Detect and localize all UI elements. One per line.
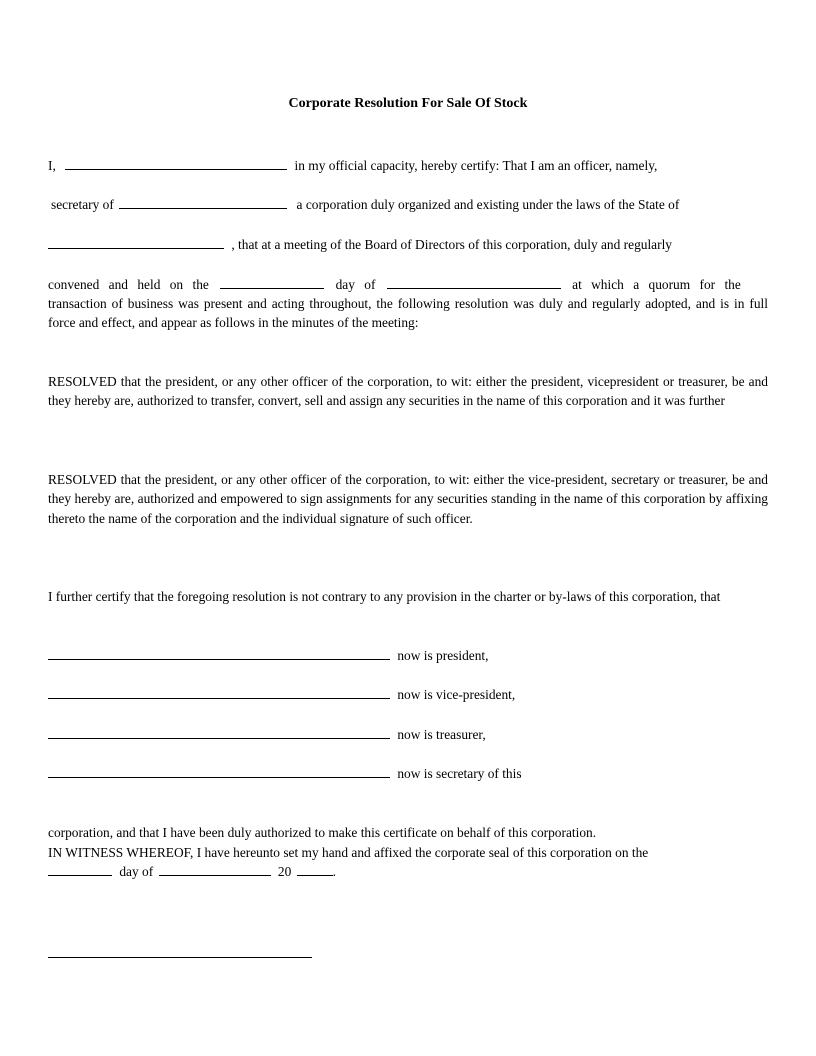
signature-line[interactable] (48, 957, 312, 958)
officer-line-secretary (48, 764, 768, 783)
officer-title-treasurer: now is treasurer, (397, 727, 486, 742)
treasurer-name-blank[interactable] (48, 725, 390, 739)
state-blank[interactable] (48, 235, 224, 249)
officer-title-vice-president: now is vice-president, (397, 687, 516, 702)
witness-period: . (332, 864, 337, 879)
closing-line: corporation, and that I have been duly authorized to make this certificate on behalf of this corporation. (48, 825, 597, 840)
certify-prefix: I, (48, 158, 56, 173)
officer-line-president (48, 646, 768, 665)
witness-day-blank[interactable] (48, 862, 112, 876)
officer-name-blank[interactable] (65, 156, 287, 170)
witness-paragraph: IN WITNESS WHEREOF, I have hereunto set my hand and affixed the corporate seal of this corporation on the (48, 845, 649, 860)
resolved-paragraph-1: RESOLVED that the president, or any other officer of the corporation, to wit: either the president, vicepresident or treasurer, be and they hereby are, authorized to transfer, convert, sell and assign any securities in the name of this corporation and it was further (48, 374, 768, 409)
officer-line-vice-president (48, 685, 768, 704)
secretary-name-blank[interactable] (48, 764, 390, 778)
convened-line (48, 275, 768, 294)
witness-month-blank[interactable] (159, 862, 271, 876)
witness-year-blank[interactable] (297, 862, 333, 876)
secretary-suffix: a corporation duly organized and existing under the laws of the State of (296, 197, 680, 212)
president-name-blank[interactable] (48, 646, 390, 660)
corporation-name-blank[interactable] (119, 195, 287, 209)
convened-paragraph: transaction of business was present and acting throughout, the following resolution was duly and regularly adopted, and is in full force and effect, and appear as follows in the minutes of the meeting: (48, 296, 768, 331)
certify-suffix: in my official capacity, hereby certify: That I am an officer, namely, (294, 158, 658, 173)
witness-year-prefix: 20 (277, 864, 292, 879)
convened-part3: at which a quorum for the (572, 277, 741, 292)
officer-line-treasurer (48, 725, 768, 744)
meeting-text: , that at a meeting of the Board of Directors of this corporation, duly and regularly (231, 237, 673, 252)
convened-part2: day of (335, 277, 376, 292)
resolved-paragraph-2: RESOLVED that the president, or any other officer of the corporation, to wit: either the vice-president, secretary or treasurer, be and they hereby are, authorized and empowered to sign assignments for any securities standing in the name of this corporation by affixing thereto the name of the corporation and the individual signature of such officer. (48, 472, 768, 526)
meeting-day-blank[interactable] (220, 275, 324, 289)
meeting-month-blank[interactable] (387, 275, 561, 289)
witness-date-line (48, 862, 768, 881)
secretary-prefix: secretary of (51, 197, 114, 212)
vice-president-name-blank[interactable] (48, 685, 390, 699)
certify-line (48, 156, 768, 175)
witness-day-of: day of (119, 864, 154, 879)
officer-title-secretary: now is secretary of this (397, 766, 522, 781)
convened-part1: convened and held on the (48, 277, 209, 292)
meeting-line (48, 235, 768, 254)
officer-title-president: now is president, (397, 648, 489, 663)
document-title: Corporate Resolution For Sale Of Stock (288, 96, 528, 111)
further-certify-paragraph: I further certify that the foregoing resolution is not contrary to any provision in the charter or by-laws of this corporation, that (48, 589, 721, 604)
secretary-line (51, 195, 771, 214)
